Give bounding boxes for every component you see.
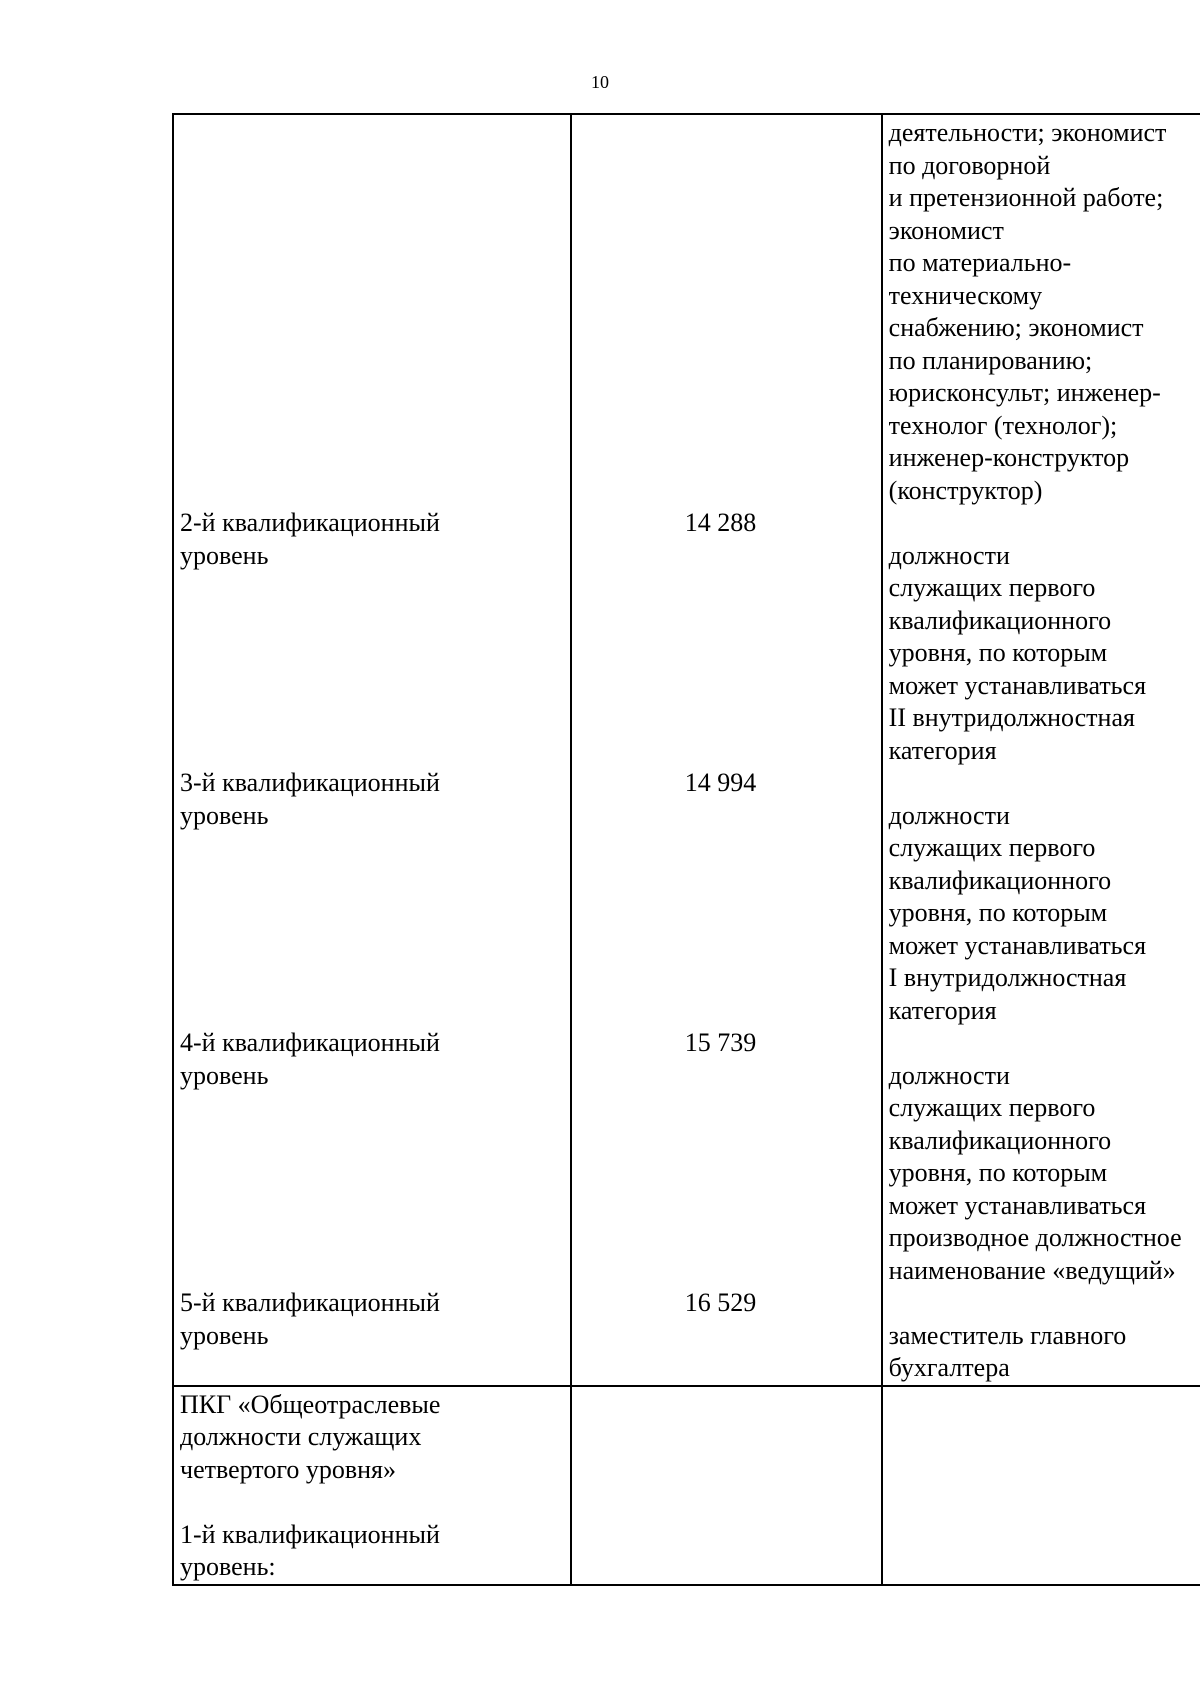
level-label: уровень: — [180, 1552, 276, 1581]
group-title: ПКГ «Общеотраслевые — [180, 1389, 441, 1419]
position-text: служащих первого — [888, 573, 1096, 602]
position-text: производное должностное — [888, 1223, 1182, 1252]
position-text: по планированию; — [888, 345, 1093, 375]
level-label: уровень — [180, 1060, 269, 1090]
position-text: деятельности; экономист — [888, 118, 1167, 147]
position-text: категория — [888, 735, 997, 765]
level-label: 1-й квалификационный — [180, 1519, 440, 1549]
position-text: по договорной — [888, 150, 1051, 180]
position-text: должности — [888, 540, 1010, 570]
level-label: уровень — [180, 800, 269, 830]
positions-column-cell — [882, 114, 1200, 1386]
position-text: должности — [888, 800, 1010, 830]
table-row — [173, 1386, 1200, 1585]
position-text: и претензионной работе; — [888, 183, 1164, 212]
position-text: бухгалтера — [888, 1353, 1010, 1382]
position-text: (конструктор) — [888, 475, 1043, 505]
position-text: I внутридолжностная — [888, 963, 1127, 992]
level-label: уровень — [180, 1320, 269, 1350]
amount-column-cell — [571, 114, 881, 1386]
page-number: 10 — [591, 72, 609, 92]
group-cell — [173, 1386, 571, 1585]
position-text: квалификационного — [888, 1125, 1112, 1155]
position-text: уровня, по которым — [888, 638, 1108, 667]
salary-amount: 14 994 — [684, 768, 757, 797]
level-label: 5-й квалификационный — [180, 1288, 440, 1317]
position-text: II внутридолжностная — [888, 703, 1135, 732]
level-label: уровень — [180, 540, 269, 570]
level-label: 2-й квалификационный — [180, 508, 440, 537]
salary-amount: 16 529 — [684, 1288, 757, 1317]
position-text: квалификационного — [888, 605, 1112, 635]
position-text: инженер-конструктор — [888, 443, 1130, 472]
level-label: 4-й квалификационный — [180, 1028, 440, 1057]
level-column-cell — [173, 114, 571, 1386]
position-text: технолог (технолог); — [888, 410, 1118, 440]
position-text: уровня, по которым — [888, 898, 1108, 927]
position-text: техническому — [888, 280, 1043, 310]
level-label: 3-й квалификационный — [180, 768, 440, 797]
position-text: служащих первого — [888, 833, 1096, 862]
position-text: уровня, по которым — [888, 1158, 1108, 1187]
position-text: юрисконсульт; инженер- — [888, 378, 1161, 407]
salary-table — [172, 113, 1200, 1586]
position-text: экономист — [888, 215, 1004, 245]
position-text: заместитель главного — [888, 1320, 1127, 1350]
salary-amount: 15 739 — [684, 1028, 757, 1057]
position-text: категория — [888, 995, 997, 1025]
position-text: может устанавливаться — [888, 1190, 1147, 1220]
table-row — [173, 114, 1200, 1386]
position-text: по материально- — [888, 248, 1072, 277]
position-text: снабжению; экономист — [888, 313, 1144, 342]
position-text: квалификационного — [888, 865, 1112, 895]
group-title: четвертого уровня» — [180, 1454, 396, 1484]
group-title: должности служащих — [180, 1422, 422, 1451]
position-text: может устанавливаться — [888, 670, 1147, 700]
empty-positions-cell — [882, 1386, 1200, 1585]
position-text: наименование «ведущий» — [888, 1255, 1176, 1285]
position-text: может устанавливаться — [888, 930, 1147, 960]
empty-amount-cell — [571, 1386, 881, 1585]
position-text: должности — [888, 1060, 1010, 1090]
position-text: служащих первого — [888, 1093, 1096, 1122]
salary-amount: 14 288 — [684, 508, 757, 537]
